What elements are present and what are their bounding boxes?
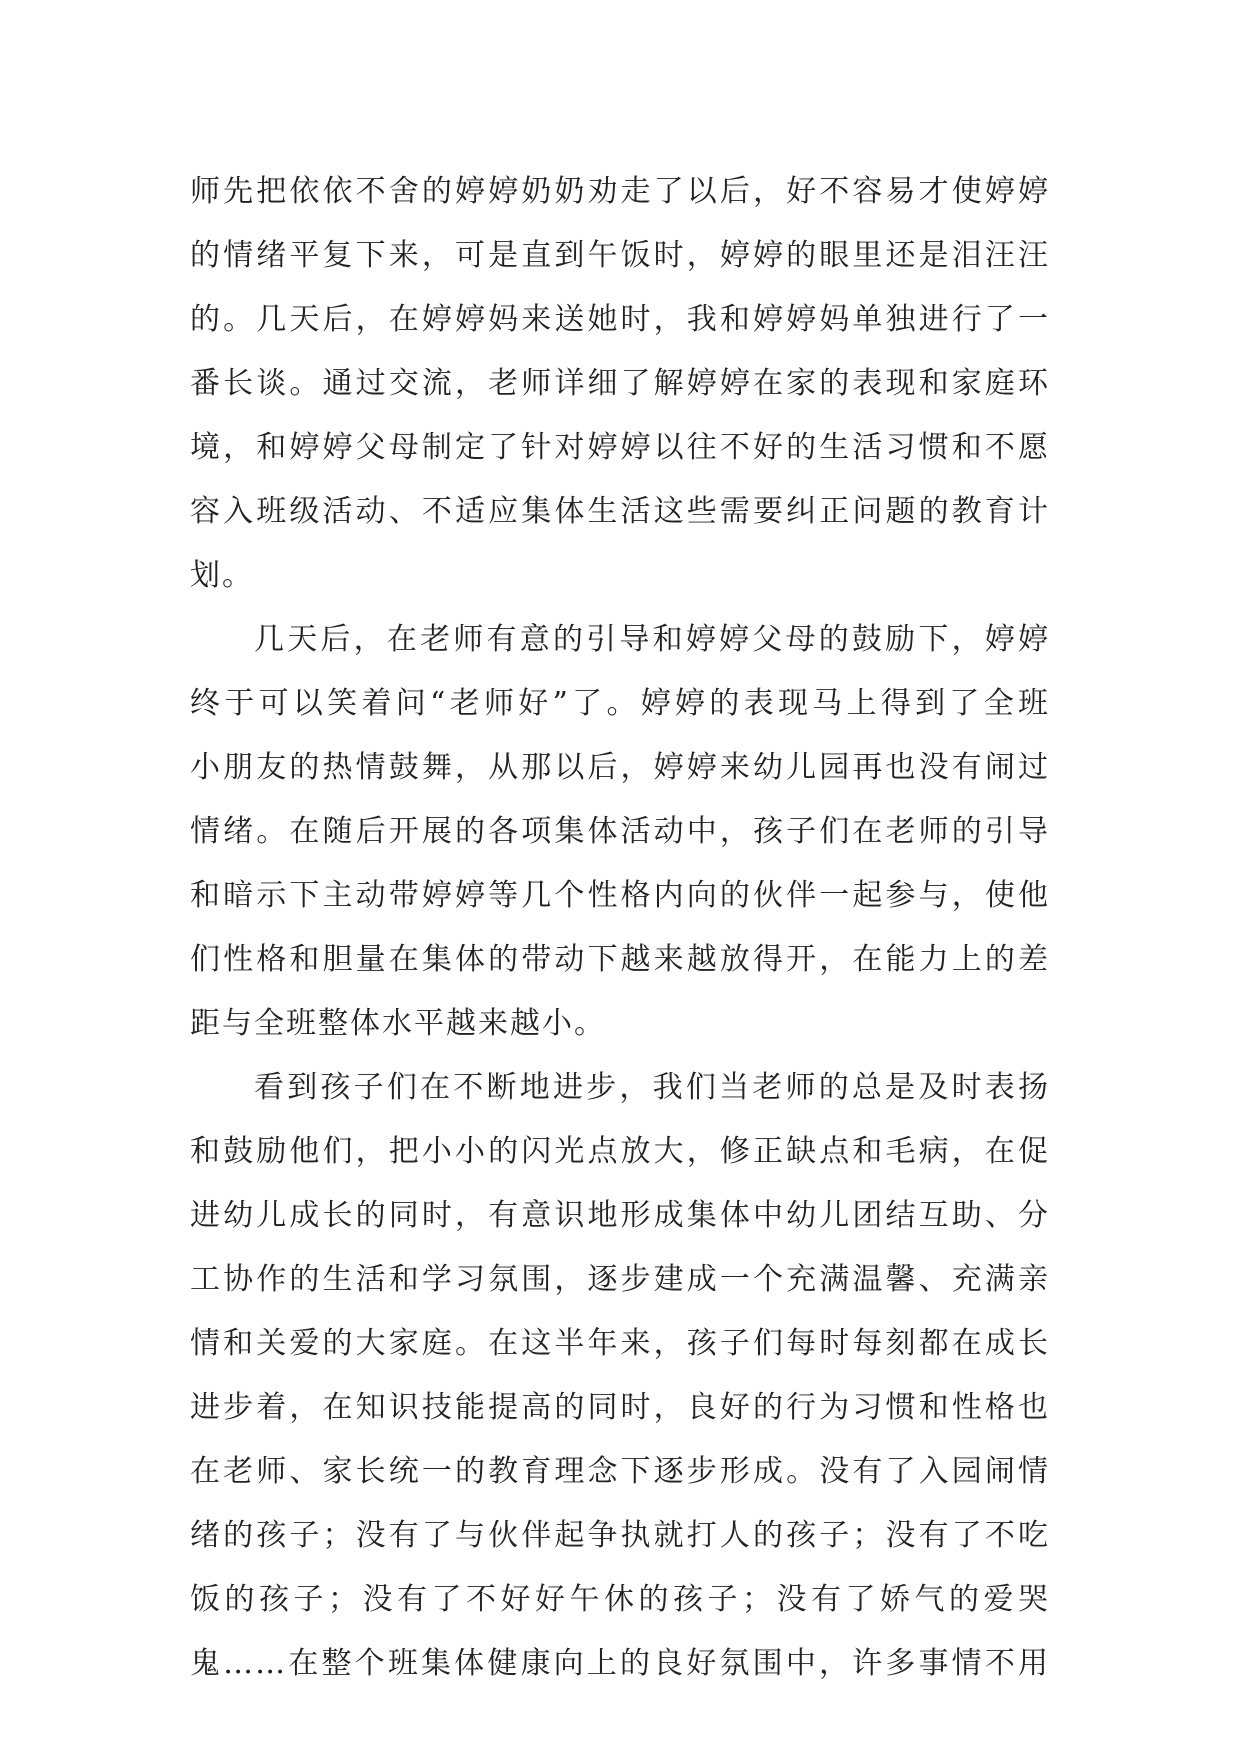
paragraph-line: 在老师、家长统一的教育理念下逐步形成。没有了入园闹情 (190, 1454, 1050, 1489)
paragraph-line: 距与全班整体水平越来越小。 (190, 1006, 606, 1041)
paragraph-line: 看到孩子们在不断地进步，我们当老师的总是及时表扬 (254, 1070, 1050, 1105)
paragraph-line: 饭的孩子；没有了不好好午休的孩子；没有了娇气的爱哭 (190, 1582, 1050, 1617)
paragraph-line: 番长谈。通过交流，老师详细了解婷婷在家的表现和家庭环 (190, 366, 1050, 401)
paragraph-line: 们性格和胆量在集体的带动下越来越放得开，在能力上的差 (190, 942, 1050, 977)
paragraph-line: 境，和婷婷父母制定了针对婷婷以往不好的生活习惯和不愿 (190, 430, 1050, 465)
paragraph-line: 进幼儿成长的同时，有意识地形成集体中幼儿团结互助、分 (190, 1198, 1050, 1233)
paragraph-line: 师先把依依不舍的婷婷奶奶劝走了以后，好不容易才使婷婷 (190, 174, 1050, 209)
paragraph-line: 绪的孩子；没有了与伙伴起争执就打人的孩子；没有了不吃 (190, 1518, 1050, 1553)
paragraph-line: 划。 (190, 558, 254, 593)
paragraph-line: 容入班级活动、不适应集体生活这些需要纠正问题的教育计 (190, 494, 1050, 529)
paragraph-line: 鬼……在整个班集体健康向上的良好氛围中，许多事情不用 (190, 1646, 1050, 1681)
paragraph-line: 终于可以笑着问“老师好”了。婷婷的表现马上得到了全班 (190, 686, 1050, 721)
paragraph-2 (190, 608, 1050, 1056)
paragraph-line: 进步着，在知识技能提高的同时，良好的行为习惯和性格也 (190, 1390, 1050, 1425)
paragraph-1 (190, 160, 1050, 608)
paragraph-line: 小朋友的热情鼓舞，从那以后，婷婷来幼儿园再也没有闹过 (190, 750, 1050, 785)
paragraph-line: 和鼓励他们，把小小的闪光点放大，修正缺点和毛病，在促 (190, 1134, 1050, 1169)
paragraph-line: 的。几天后，在婷婷妈来送她时，我和婷婷妈单独进行了一 (190, 302, 1050, 337)
paragraph-3 (190, 1056, 1050, 1696)
body-text (190, 160, 1050, 1696)
paragraph-line: 的情绪平复下来，可是直到午饭时，婷婷的眼里还是泪汪汪 (190, 238, 1050, 273)
paragraph-line: 情和关爱的大家庭。在这半年来，孩子们每时每刻都在成长 (190, 1326, 1050, 1361)
paragraph-line: 工协作的生活和学习氛围，逐步建成一个充满温馨、充满亲 (190, 1262, 1050, 1297)
paragraph-line: 情绪。在随后开展的各项集体活动中，孩子们在老师的引导 (190, 814, 1050, 849)
paragraph-line: 和暗示下主动带婷婷等几个性格内向的伙伴一起参与，使他 (190, 878, 1050, 913)
paragraph-line: 几天后，在老师有意的引导和婷婷父母的鼓励下，婷婷 (254, 622, 1050, 657)
